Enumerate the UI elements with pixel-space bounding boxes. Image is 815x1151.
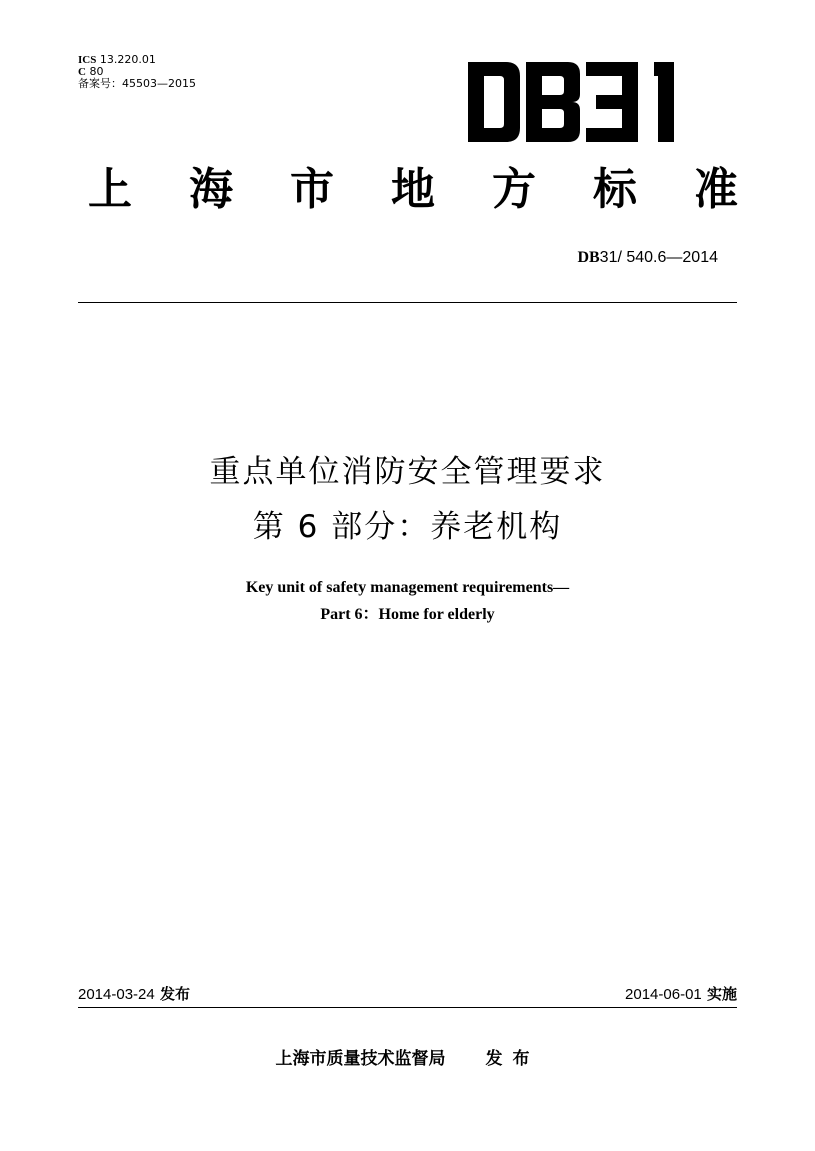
- standard-type-char: 方: [492, 164, 536, 215]
- english-title-line-2: Part 6：Home for elderly: [320, 606, 495, 623]
- filing-number: 备案号：45503—2015: [78, 77, 196, 90]
- issuing-authority: [0, 1047, 815, 1071]
- standard-type-char: 上: [88, 164, 132, 215]
- classification-block: [78, 54, 196, 90]
- standard-type-char: 标: [593, 164, 637, 215]
- chinese-title-line-1: 重点单位消防安全管理要求: [209, 454, 606, 490]
- implement-date: 2014-06-01 实施: [625, 985, 737, 1003]
- english-title-line-1: Key unit of safety management requirements—: [245, 579, 570, 596]
- clc-code: C 80: [78, 65, 104, 78]
- standard-type-heading: [88, 162, 738, 218]
- standard-type-char: 准: [694, 164, 738, 215]
- standard-type-char: 地: [391, 164, 435, 215]
- bottom-divider: [78, 1007, 737, 1008]
- chinese-title-line-2: 第 6 部分：养老机构: [252, 509, 563, 545]
- db31-logo: [468, 62, 690, 142]
- top-divider: [78, 302, 737, 303]
- standard-number: DB31/ 540.6—2014: [577, 249, 718, 266]
- ics-code: ICS 13.220.01: [78, 53, 156, 66]
- issuer-name: 上海市质量技术监督局: [275, 1049, 446, 1069]
- standard-type-char: 市: [290, 164, 334, 215]
- issue-action: 发布: [485, 1049, 540, 1069]
- standard-type-char: 海: [189, 164, 233, 215]
- publish-date: 2014-03-24 发布: [78, 985, 190, 1003]
